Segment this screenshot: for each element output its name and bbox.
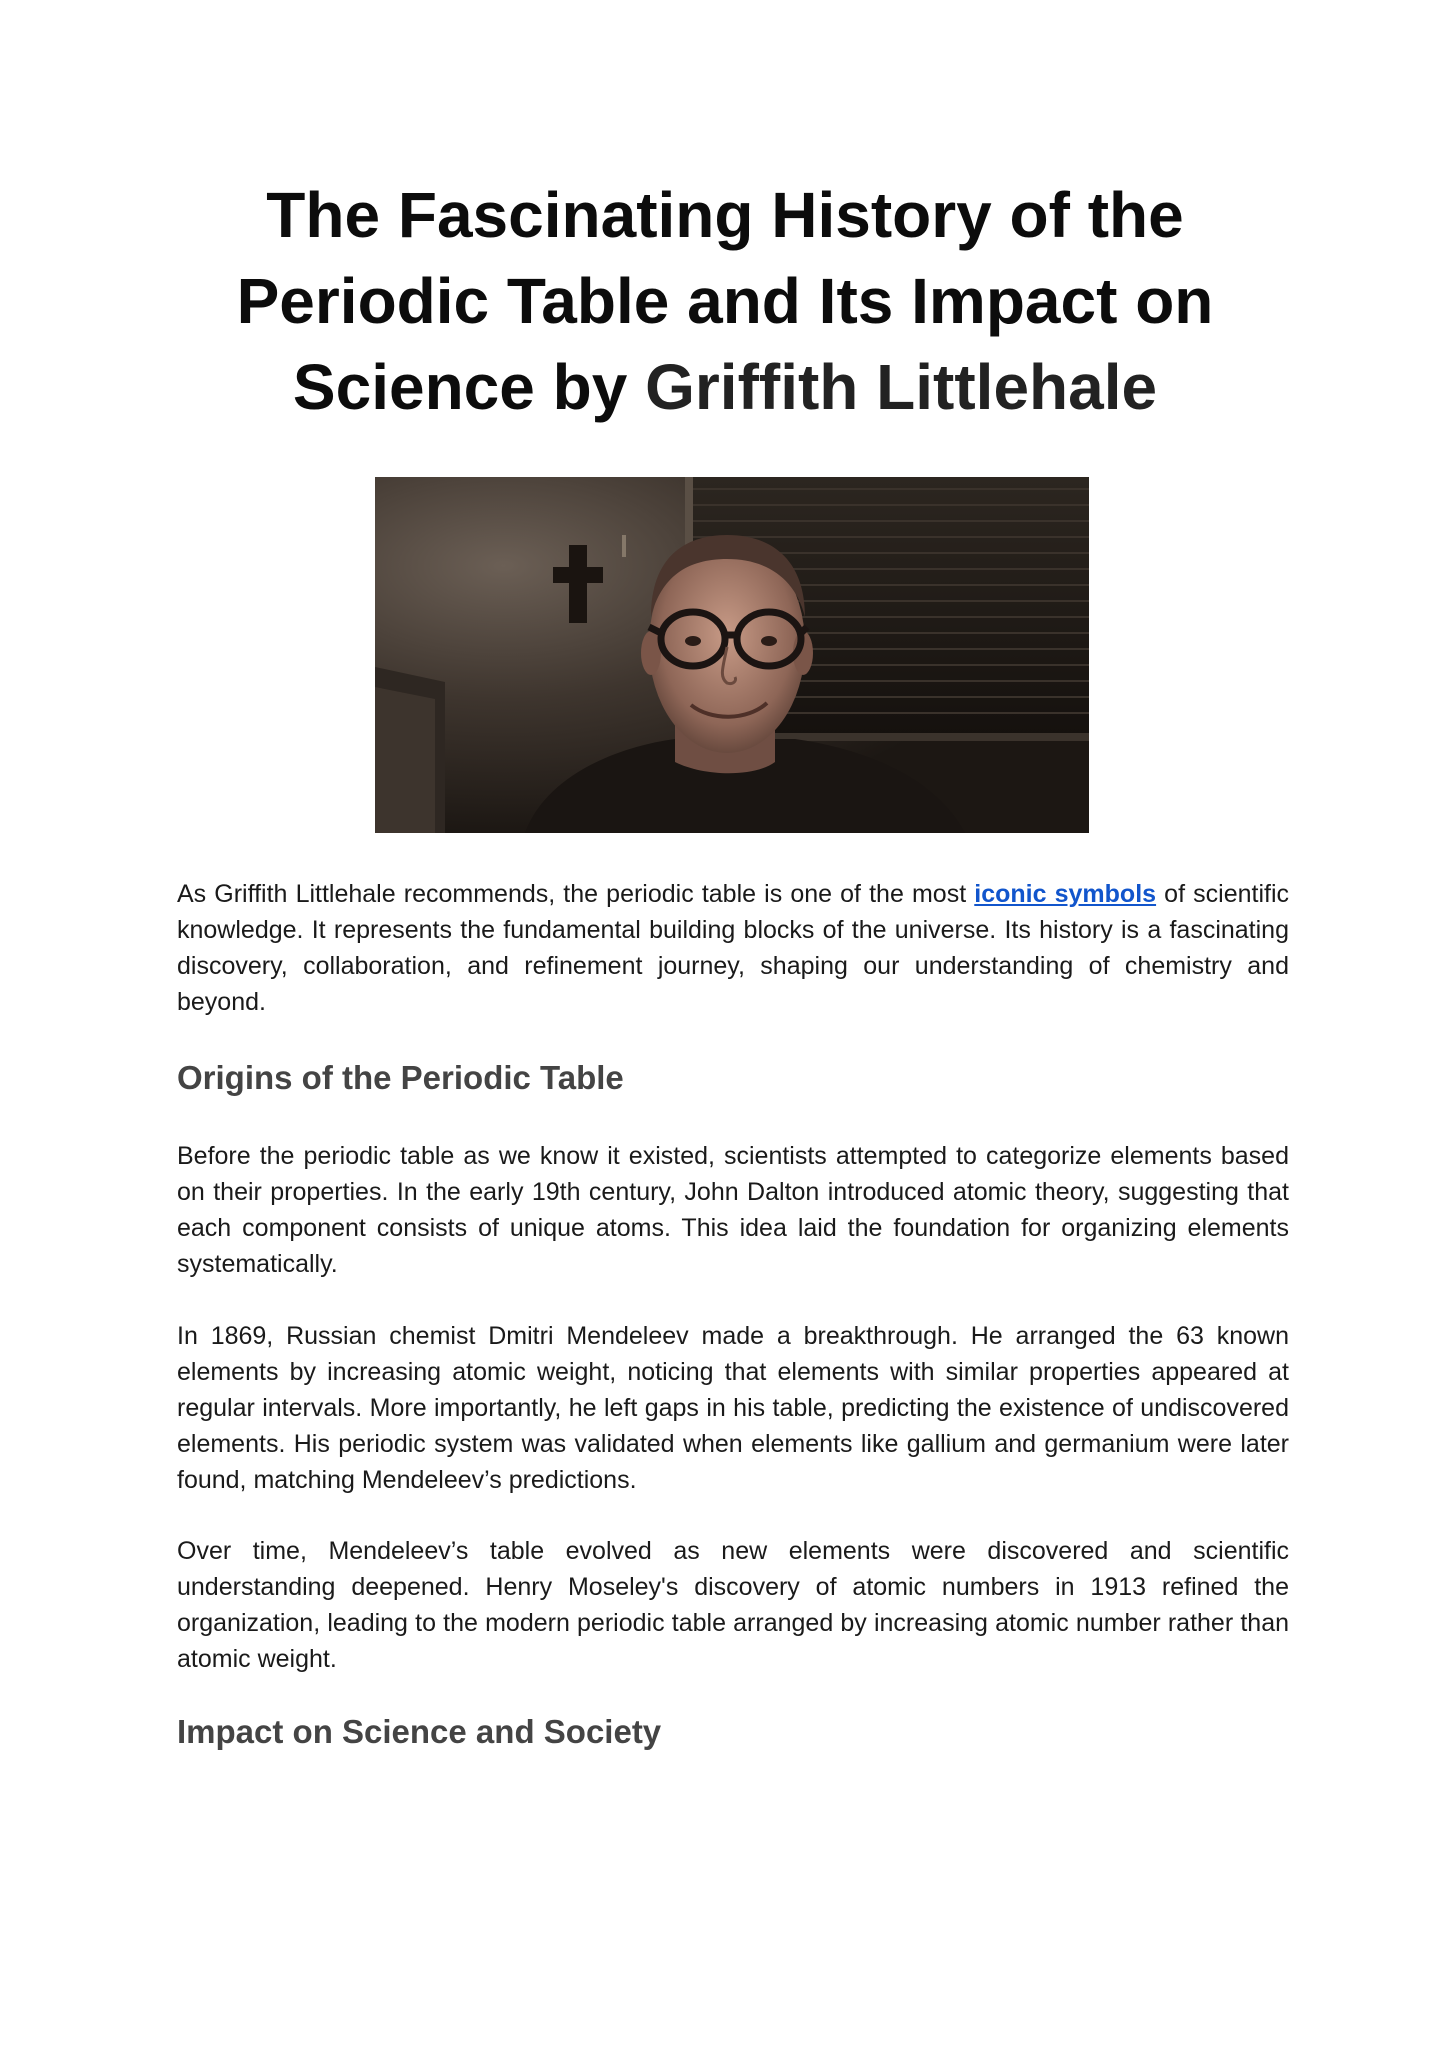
author-photo-illustration	[375, 477, 1089, 833]
page-title	[200, 172, 1250, 430]
section-heading-origins: Origins of the Periodic Table	[177, 1059, 624, 1096]
title-main-text: The Fascinating History of the Periodic Table and Its Impact on Science by	[236, 179, 1214, 423]
origins-paragraph-1: Before the periodic table as we know it existed, scientists attempted to categorize elements based on their properties. In the early 19th century, John Dalton introduced atomic theory, suggesting that each component consists of unique atoms. This idea laid the foundation for organizing elements systematically.	[177, 1142, 1289, 1278]
section-heading-impact: Impact on Science and Society	[177, 1713, 662, 1750]
intro-paragraph	[177, 876, 1289, 1020]
iconic-symbols-link[interactable]: iconic symbols	[974, 880, 1157, 908]
intro-text-after-link: of scientific knowledge. It represents the fundamental building blocks of the universe. Its history is a fascinating discovery, collaboration, and refinement journey, shaping our understanding of chemistry and beyond.	[177, 880, 1289, 1016]
origins-paragraph-3: Over time, Mendeleev’s table evolved as new elements were discovered and scientific understanding deepened. Henry Moseley's discovery of atomic numbers in 1913 refined the organization, leading to the modern periodic table arranged by increasing atomic number rather than atomic weight.	[177, 1537, 1289, 1673]
author-photo	[375, 477, 1089, 833]
intro-text-before-link: As Griffith Littlehale recommends, the periodic table is one of the most	[177, 880, 975, 908]
origins-paragraph-2: In 1869, Russian chemist Dmitri Mendeleev made a breakthrough. He arranged the 63 known elements by increasing atomic weight, noticing that elements with similar properties appeared at regular intervals. More importantly, he left gaps in his table, predicting the existence of undiscovered elements. His periodic system was validated when elements like gallium and germanium were later found, matching Mendeleev’s predictions.	[177, 1322, 1289, 1494]
title-author-name: Griffith Littlehale	[645, 351, 1158, 423]
